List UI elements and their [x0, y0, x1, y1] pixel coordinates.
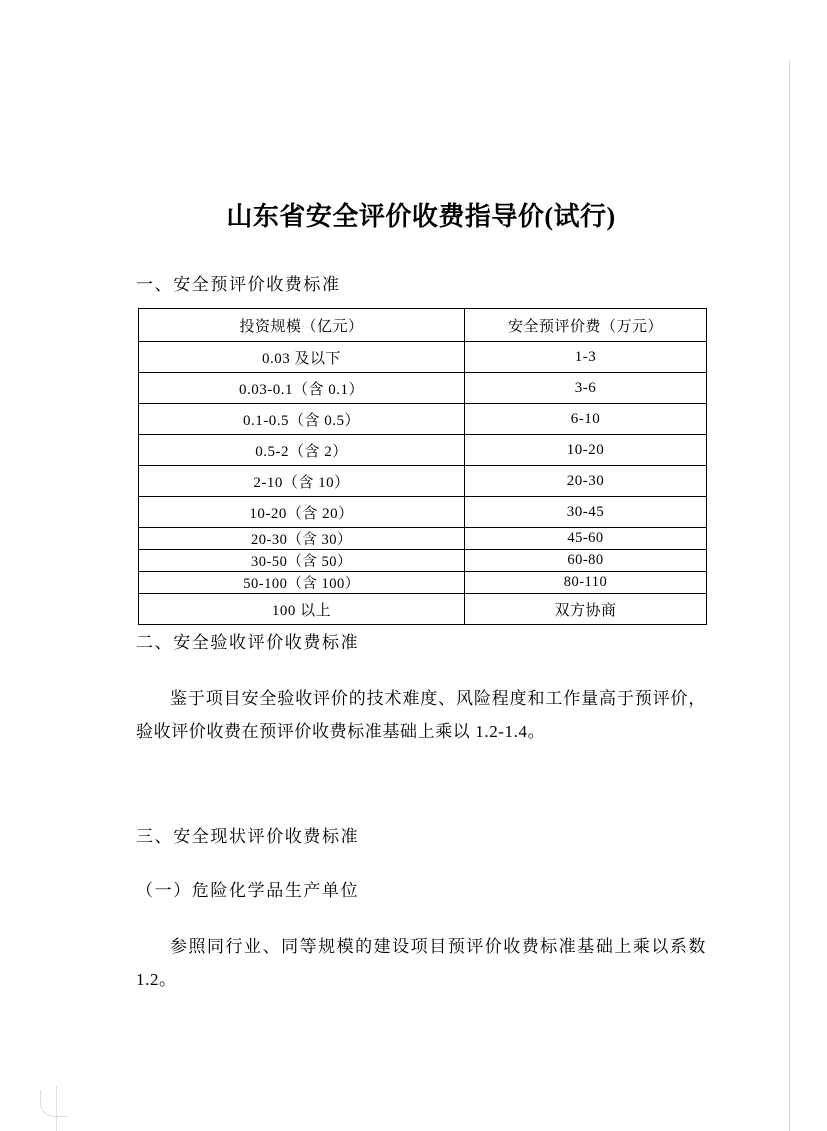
cell-fee: 20-30	[465, 466, 707, 497]
section-heading-1: 一、安全预评价收费标准	[136, 275, 341, 294]
section-heading-3: 三、安全现状评价收费标准	[136, 827, 360, 846]
column-header-investment-scale: 投资规模（亿元）	[139, 309, 465, 342]
section-3-paragraph-1: 参照同行业、同等规模的建设项目预评价收费标准基础上乘以系数 1.2。	[136, 937, 706, 989]
cell-fee: 45-60	[465, 528, 707, 550]
page-edge-line-right	[789, 60, 790, 1131]
column-header-fee: 安全预评价费（万元）	[465, 309, 707, 342]
fee-table-wrapper	[138, 308, 706, 625]
cell-investment-scale: 100 以上	[139, 594, 465, 625]
cell-investment-scale: 0.1-0.5（含 0.5）	[139, 404, 465, 435]
cell-fee: 60-80	[465, 550, 707, 572]
cell-investment-scale: 0.5-2（含 2）	[139, 435, 465, 466]
table-row	[139, 572, 707, 594]
cell-investment-scale: 50-100（含 100）	[139, 572, 465, 594]
table-row	[139, 404, 707, 435]
cell-fee: 1-3	[465, 342, 707, 373]
page-corner-curl	[40, 1090, 67, 1117]
table-row	[139, 497, 707, 528]
cell-fee: 3-6	[465, 373, 707, 404]
cell-investment-scale: 0.03 及以下	[139, 342, 465, 373]
page-title: 山东省安全评价收费指导价(试行)	[226, 202, 616, 231]
table-row	[139, 435, 707, 466]
table-row	[139, 466, 707, 497]
section-heading-2: 二、安全验收评价收费标准	[136, 633, 360, 652]
cell-investment-scale: 10-20（含 20）	[139, 497, 465, 528]
cell-investment-scale: 20-30（含 30）	[139, 528, 465, 550]
cell-investment-scale: 2-10（含 10）	[139, 466, 465, 497]
table-row	[139, 550, 707, 572]
fee-table	[138, 308, 707, 625]
cell-fee: 双方协商	[465, 594, 707, 625]
table-row	[139, 373, 707, 404]
table-row	[139, 342, 707, 373]
cell-investment-scale: 30-50（含 50）	[139, 550, 465, 572]
section-2-paragraph: 鉴于项目安全验收评价的技术难度、风险程度和工作量高于预评价，验收评价收费在预评价收费标准基础上乘以 1.2-1.4。	[136, 689, 706, 741]
cell-fee: 80-110	[465, 572, 707, 594]
cell-investment-scale: 0.03-0.1（含 0.1）	[139, 373, 465, 404]
table-header-row	[139, 309, 707, 342]
section-3-subheading-1: （一）危险化学品生产单位	[136, 881, 360, 900]
table-row	[139, 528, 707, 550]
cell-fee: 6-10	[465, 404, 707, 435]
cell-fee: 10-20	[465, 435, 707, 466]
table-row	[139, 594, 707, 625]
fee-table-body	[139, 342, 707, 625]
cell-fee: 30-45	[465, 497, 707, 528]
